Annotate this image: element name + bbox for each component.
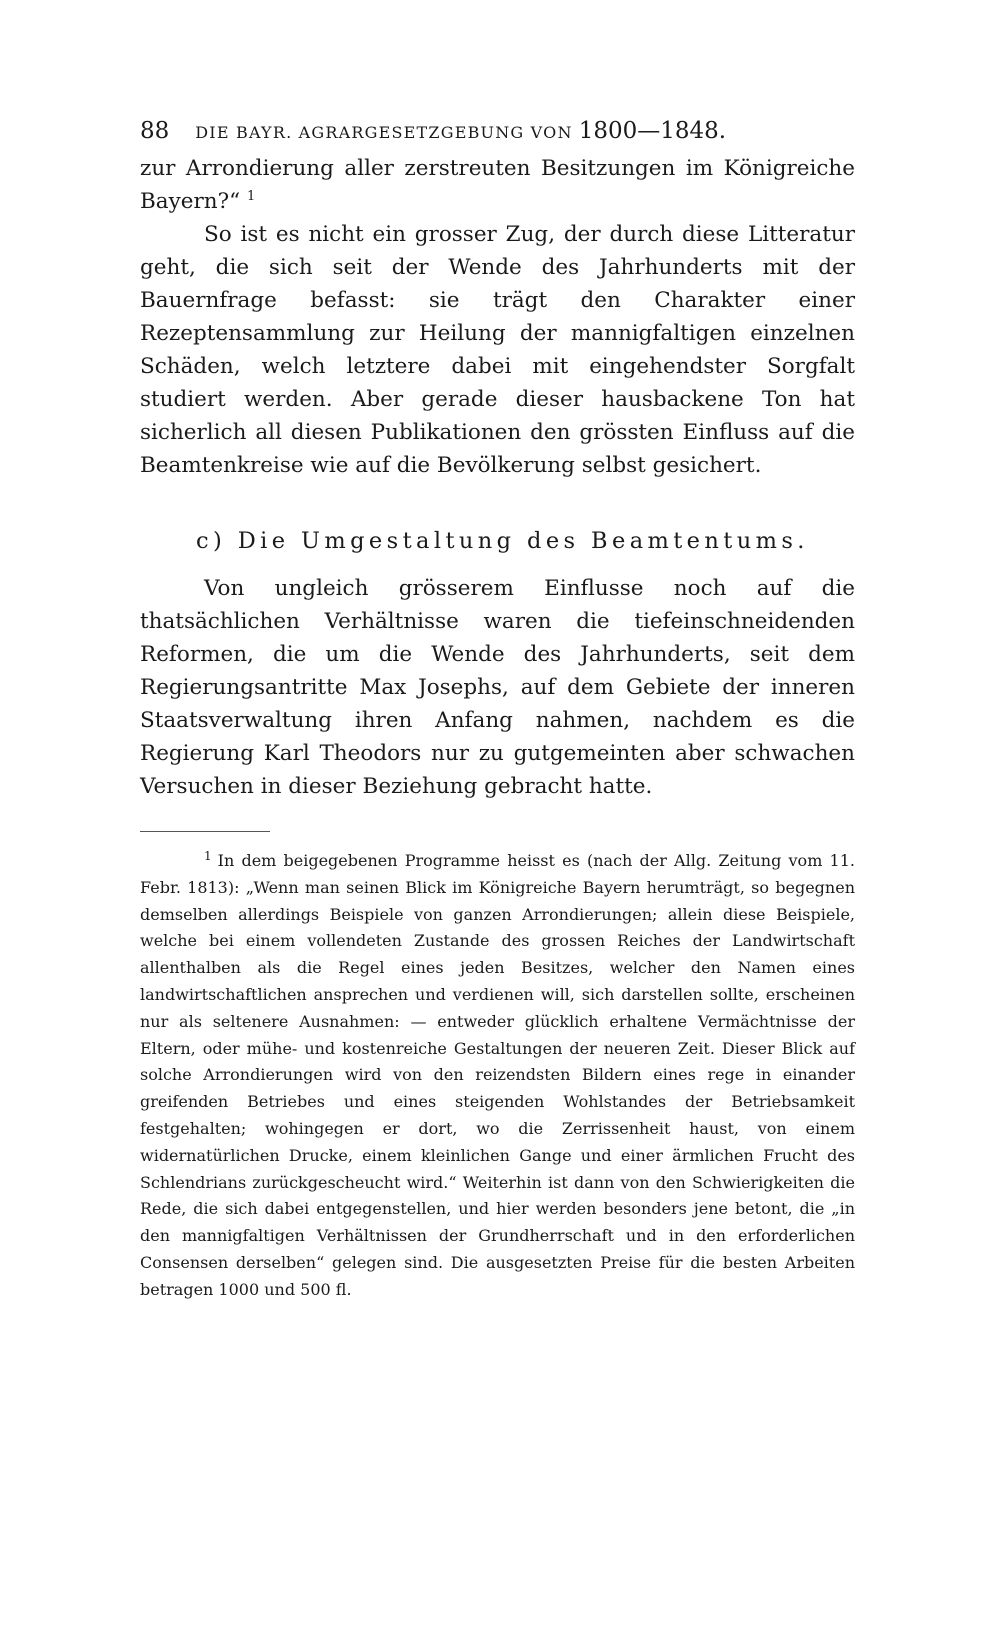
page-number: 88 — [140, 118, 170, 144]
running-head — [140, 118, 855, 152]
footnote-reference: 1 — [246, 188, 256, 204]
paragraph-continuation — [140, 152, 855, 218]
footnote-separator — [140, 831, 270, 832]
paragraph-literature: So ist es nicht ein grosser Zug, der durch diese Litteratur geht, die sich seit der Wende des Jahrhunderts mit der Bauernfrage befasst: sie trägt den Charakter einer Rezeptensammlung zur Heilung der mannigfaltigen einzelnen Schäden, welch letztere dabei mit eingehendster Sorgfalt studiert werden. Aber gerade dieser hausbackene Ton hat sicherlich all diesen Publikationen den grössten Einfluss auf die Beamtenkreise wie auf die Bevölkerung selbst gesichert. — [140, 222, 855, 478]
section-heading: c) Die Umgestaltung des Beamtentums. — [196, 528, 809, 554]
footnote-text: In dem beigegebenen Programme heisst es (nach der Allg. Zeitung vom 11. Febr. 1813): „Wenn man seinen Blick im Königreiche Bayern herumträgt, so begegnen demselben allerdings Beispiele von ganzen Arrondierungen; allein diese Beispiele, welche bei einem vollendeten Zustande des grossen Reiches der Landwirtschaft allenthalben als die Regel eines jeden Besitzes, welcher den Namen eines landwirtschaftlichen ansprechen und verdienen will, sich darstellen sollte, erscheinen nur als seltenere Ausnahmen: — entweder glücklich erhaltene Vermächtnisse der Eltern, oder mühe- und kostenreiche Gestaltungen der neueren Zeit. Dieser Blick auf solche Arrondierungen wird von den reizendsten Bildern eines rege in einander greifenden Betriebes und eines steigenden Wohlstandes der Betriebsamkeit festgehalten; wohingegen er dort, wo die Zerrissenheit haust, von einem widernatürlichen Drucke, einem kleinlichen Gange und einer ärmlichen Frucht des Schlendrians zurückgescheucht wird.“ Weiterhin ist dann von den Schwierigkeiten die Rede, die sich dabei entgegenstellen, und hier werden besonders jene betont, die „in den mannigfaltigen Verhältnissen der Grundherrschaft und in den erforderlichen Consensen derselben“ gelegen sind. Die ausgesetzten Preise für die besten Arbeiten betragen 1000 und 500 fl. — [140, 851, 855, 1299]
paragraph-continuation-text: zur Arrondierung aller zerstreuten Besitzungen im Königreiche Bayern?“ — [140, 156, 855, 214]
running-head-years: 1800—1848. — [578, 118, 727, 144]
paragraph-reforms: Von ungleich grösserem Einflusse noch auf die thatsächlichen Verhältnisse waren die tiefeinschneidenden Reformen, die um die Wende des Jahrhunderts, seit dem Regierungsantritte Max Josephs, auf dem Gebiete der inneren Staatsverwaltung ihren Anfang nahmen, nachdem es die Regierung Karl Theodors nur zu gutgemeinten aber schwachen Versuchen in dieser Beziehung gebracht hatte. — [140, 576, 855, 799]
footnote-mark: 1 — [204, 848, 212, 863]
footnotes — [140, 848, 855, 1304]
running-head-title: DIE BAYR. AGRARGESETZGEBUNG VON — [195, 123, 573, 142]
body-text — [140, 152, 855, 803]
footnote-1 — [140, 848, 855, 1304]
book-page — [140, 118, 855, 1304]
